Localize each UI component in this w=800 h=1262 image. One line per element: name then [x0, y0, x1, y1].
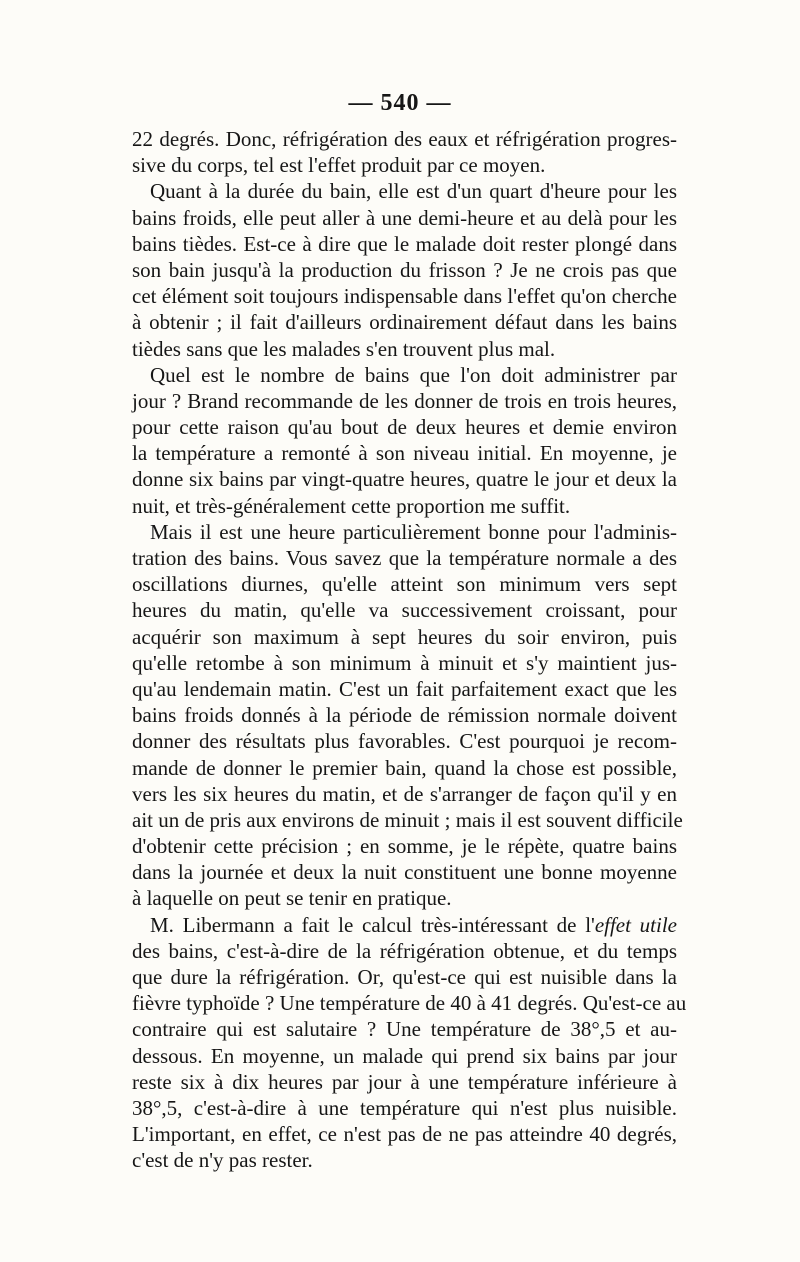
text-line: [132, 257, 677, 283]
text-line: [132, 781, 677, 807]
text-line: [132, 440, 677, 466]
text-line: [132, 728, 677, 754]
text-line-content: d'obtenir cette précision ; en somme, je le répète, quatre bains: [132, 834, 677, 859]
text-line-content: à laquelle on peut se tenir en pratique.: [132, 886, 452, 911]
text-line: [132, 309, 677, 335]
text-line-content: que dure la réfrigération. Or, qu'est-ce qui est nuisible dans la: [132, 965, 677, 989]
text-line-content: bains froids donnés à la période de rémission normale doivent: [132, 703, 677, 728]
text-line: [132, 676, 677, 702]
text-line-content: ait un de pris aux environs de minuit ; mais il est souvent difficile: [132, 807, 683, 832]
text-line-content: dessous. En moyenne, un malade qui prend six bains par jour: [132, 1043, 677, 1068]
text-line: [132, 885, 677, 911]
text-line: [132, 414, 677, 440]
text-line: [132, 336, 677, 362]
text-line-content: tration des bains. Vous savez que la température normale a des: [132, 546, 677, 570]
text-line-content: bains froids, elle peut aller à une demi-heure et au delà pour les: [132, 205, 677, 230]
text-line: [132, 571, 677, 597]
text-line: [132, 1016, 677, 1042]
text-line: [132, 1069, 677, 1095]
text-line: [132, 597, 677, 623]
text-line-content: heures du matin, qu'elle va successivement croissant, pour: [132, 598, 677, 623]
text-line: [132, 807, 683, 833]
text-line: [132, 231, 677, 257]
text-line-content: mande de donner le premier bain, quand la chose est possible,: [132, 755, 677, 780]
text-line-content: 38°,5, c'est-à-dire à une température qui n'est plus nuisible.: [132, 1095, 677, 1120]
text-line-content: donne six bains par vingt-quatre heures, quatre le jour et deux la: [132, 467, 677, 492]
text-line-content: tièdes sans que les malades s'en trouvent plus mal.: [132, 336, 556, 361]
text-line-content: c'est de n'y pas rester.: [132, 1148, 313, 1173]
text-line: [132, 466, 677, 492]
text-line-content: vers les six heures du matin, et de s'arranger de façon qu'il y en: [132, 781, 677, 806]
text-line: [132, 990, 687, 1016]
text-line: [132, 205, 677, 231]
text-line-content: contraire qui est salutaire ? Une température de 38°,5 et au-: [132, 1017, 677, 1042]
text-line: [132, 519, 677, 545]
text-line: [132, 152, 677, 178]
text-line: [132, 624, 677, 650]
text-line-content: L'important, en effet, ce n'est pas de ne pas atteindre 40 degrés,: [132, 1122, 677, 1147]
text-line: [132, 362, 677, 388]
body-text: [132, 126, 687, 1174]
text-line-content: Mais il est une heure particulièrement bonne pour l'adminis-: [150, 519, 677, 544]
text-line-content: qu'elle retombe à son minimum à minuit et s'y maintient jus-: [132, 650, 677, 675]
text-line: [132, 1121, 677, 1147]
text-line-content: jour ? Brand recommande de les donner de trois en trois heures,: [132, 388, 677, 413]
text-line: [132, 178, 677, 204]
text-line-content: acquérir son maximum à sept heures du soir environ, puis: [132, 624, 677, 649]
text-line-content: Quel est le nombre de bains que l'on doit administrer par: [150, 362, 677, 387]
text-line: [132, 1043, 677, 1069]
page-number: — 540 —: [348, 90, 452, 116]
text-line: [132, 1147, 677, 1173]
text-line-content: dans la journée et deux la nuit constituent une bonne moyenne: [132, 860, 677, 885]
text-line-content: donner des résultats plus favorables. C'est pourquoi je recom-: [132, 729, 677, 754]
text-line: [132, 859, 677, 885]
text-line: [132, 702, 677, 728]
text-line-content: sive du corps, tel est l'effet produit par ce moyen.: [132, 153, 546, 178]
text-line: [132, 650, 677, 676]
text-line: [132, 964, 677, 990]
text-line-content: qu'au lendemain matin. C'est un fait parfaitement exact que les: [132, 676, 677, 701]
text-line: [132, 545, 677, 571]
text-line: [132, 493, 677, 519]
text-line-content: la température a remonté à son niveau initial. En moyenne, je: [132, 441, 677, 466]
text-line-content: 22 degrés. Donc, réfrigération des eaux et réfrigération progres-: [132, 127, 677, 151]
text-line-content: Quant à la durée du bain, elle est d'un quart d'heure pour les: [150, 179, 677, 204]
text-line: [132, 1095, 677, 1121]
text-line-content: bains tièdes. Est-ce à dire que le malade doit rester plongé dans: [132, 231, 677, 256]
text-line-content: nuit, et très-généralement cette proportion me suffit.: [132, 493, 571, 518]
text-line-content: fièvre typhoïde ? Une température de 40 à 41 degrés. Qu'est-ce au: [132, 991, 687, 1016]
text-line: [132, 912, 677, 938]
text-line: [132, 283, 677, 309]
text-line: [132, 938, 677, 964]
text-line: [132, 126, 677, 152]
text-line-content: pour cette raison qu'au bout de deux heures et demie environ: [132, 415, 677, 440]
text-line-content: son bain jusqu'à la production du frisson ? Je ne crois pas que: [132, 257, 677, 282]
text-line-content: reste six à dix heures par jour à une température inférieure à: [132, 1069, 677, 1094]
text-line: [132, 755, 677, 781]
text-line-content: cet élément soit toujours indispensable dans l'effet qu'on cherche: [132, 284, 677, 309]
text-line-content: des bains, c'est-à-dire de la réfrigération obtenue, et du temps: [132, 938, 677, 963]
text-line-content: à obtenir ; il fait d'ailleurs ordinairement défaut dans les bains: [132, 310, 677, 335]
text-line-content: oscillations diurnes, qu'elle atteint son minimum vers sept: [132, 572, 677, 597]
text-line: [132, 388, 677, 414]
text-line-content: M. Libermann a fait le calcul très-intéressant de l': [150, 912, 595, 937]
text-line: [132, 833, 677, 859]
italic-phrase: effet utile: [594, 912, 677, 937]
